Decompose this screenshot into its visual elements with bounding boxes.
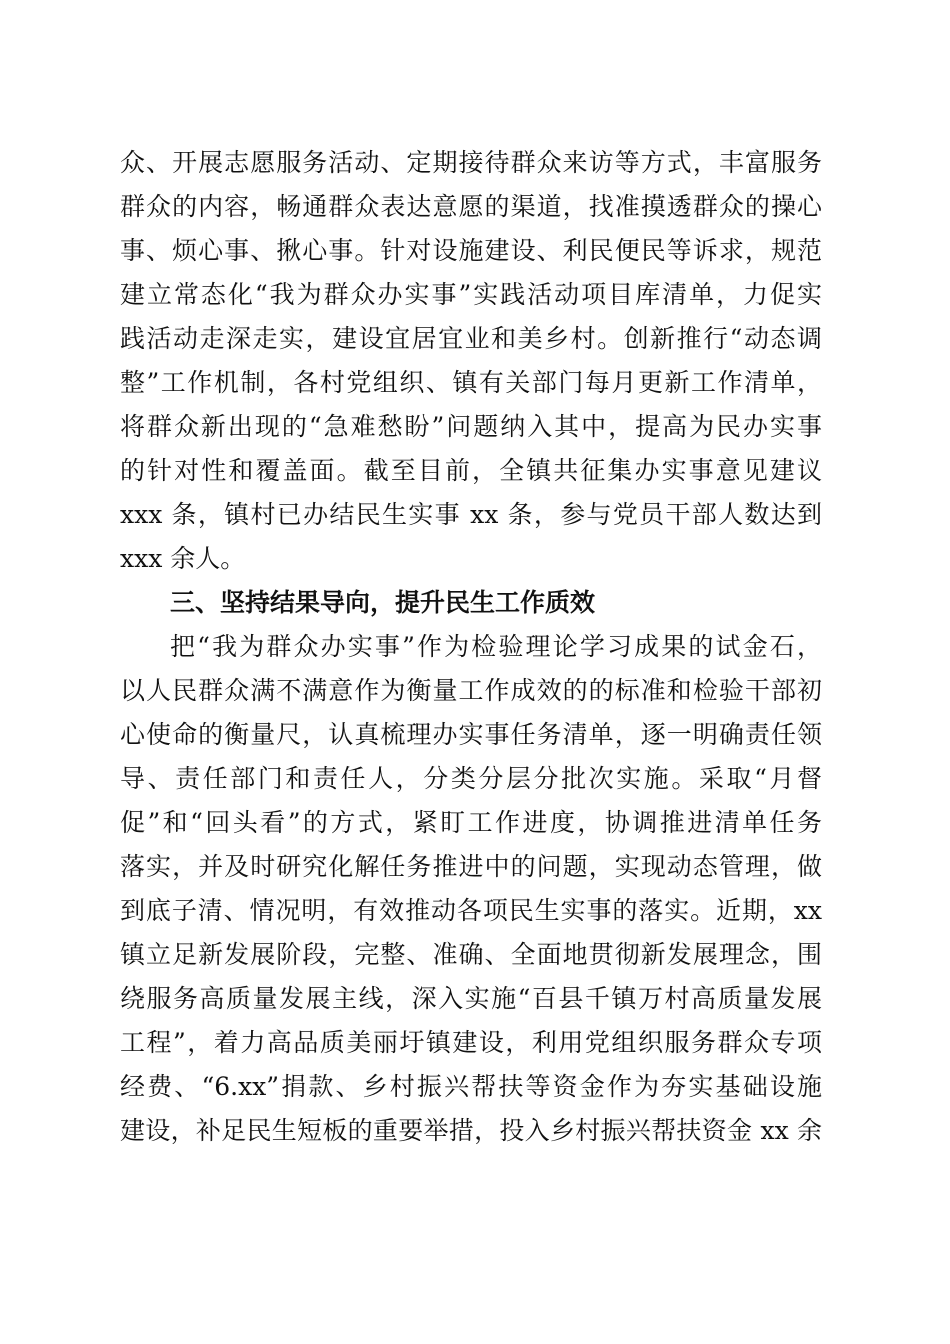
paragraph-1-line-4: 建立常态化“我为群众办实事”实践活动项目库清单，力促实 [120,280,822,309]
paragraph-1-line-5: 践活动走深走实，建设宜居宜业和美乡村。创新推行“动态调 [120,324,822,353]
paragraph-2-line-12: 建设，补足民生短板的重要举措，投入乡村振兴帮扶资金 xx 余 [120,1116,822,1145]
paragraph-1-line-6: 整”工作机制，各村党组织、镇有关部门每月更新工作清单， [120,368,822,397]
paragraph-1-line-8: 的针对性和覆盖面。截至目前，全镇共征集办实事意见建议 [120,456,822,485]
paragraph-2-line-9: 绕服务高质量发展主线，深入实施“百县千镇万村高质量发展 [120,984,822,1013]
paragraph-1-line-7: 将群众新出现的“急难愁盼”问题纳入其中，提高为民办实事 [120,412,822,441]
paragraph-2-line-11: 经费、“6.xx”捐款、乡村振兴帮扶等资金作为夯实基础设施 [120,1072,822,1101]
paragraph-2-line-4: 导、责任部门和责任人，分类分层分批次实施。采取“月督 [120,764,822,793]
paragraph-2-line-7: 到底子清、情况明，有效推动各项民生实事的落实。近期，xx [120,896,822,925]
paragraph-1-line-9: xxx 条，镇村已办结民生实事 xx 条，参与党员干部人数达到 [120,500,822,529]
paragraph-1-line-10: xxx 余人。 [120,544,246,573]
paragraph-2-line-10: 工程”，着力高品质美丽圩镇建设，利用党组织服务群众专项 [120,1028,822,1057]
paragraph-1-line-1: 众、开展志愿服务活动、定期接待群众来访等方式，丰富服务 [120,148,822,177]
paragraph-2-line-8: 镇立足新发展阶段，完整、准确、全面地贯彻新发展理念，围 [120,940,822,969]
section-heading: 三、坚持结果导向，提升民生工作质效 [170,588,596,617]
paragraph-2-line-5: 促”和“回头看”的方式，紧盯工作进度，协调推进清单任务 [120,808,822,837]
paragraph-2-line-1: 把“我为群众办实事”作为检验理论学习成果的试金石， [170,632,822,661]
paragraph-2-line-3: 心使命的衡量尺，认真梳理办实事任务清单，逐一明确责任领 [120,720,822,749]
paragraph-2-line-6: 落实，并及时研究化解任务推进中的问题，实现动态管理，做 [120,852,822,881]
paragraph-2-line-2: 以人民群众满不满意作为衡量工作成效的的标准和检验干部初 [120,676,822,705]
paragraph-1-line-3: 事、烦心事、揪心事。针对设施建设、利民便民等诉求，规范 [120,236,822,265]
paragraph-1-line-2: 群众的内容，畅通群众表达意愿的渠道，找准摸透群众的操心 [120,192,822,221]
